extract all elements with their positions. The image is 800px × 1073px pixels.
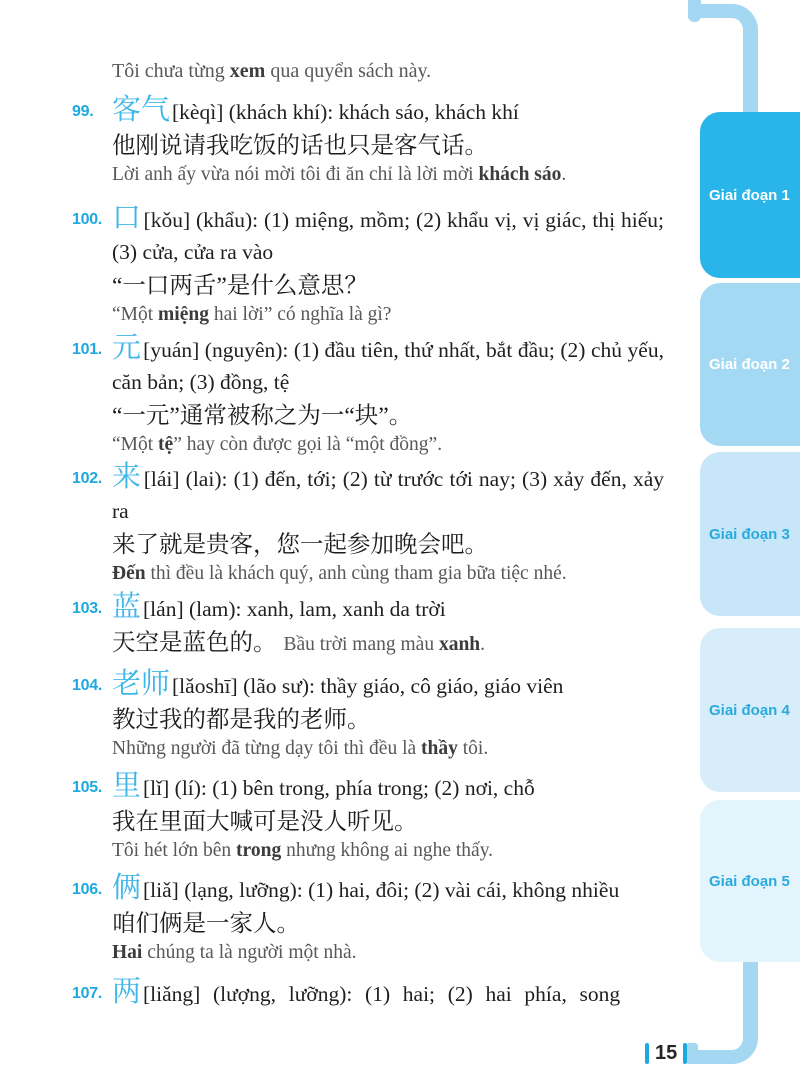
sidebar-tab-label: Giai đoạn 5 [709, 872, 790, 890]
vi-text: . [480, 634, 486, 655]
headword-hanzi: 来 [112, 461, 142, 493]
vocab-entry-102 [72, 461, 664, 587]
vocab-entry-104 [72, 668, 664, 762]
entry-number: 101. [72, 341, 102, 358]
vi-bold: trong [236, 840, 282, 861]
entry-body [112, 770, 664, 864]
entry-number: 99. [72, 103, 94, 120]
headword-gloss: [yuán] (nguyên): (1) đầu tiên, thứ nhất, bắt đầu; (2) chủ yếu, căn bản; (3) đồng, tệ [112, 338, 664, 394]
vocab-entry-106 [72, 872, 664, 966]
headword-gloss: [lǎoshī] (lão sư): thầy giáo, cô giáo, giáo viên [172, 674, 564, 698]
vocab-entry-99 [72, 94, 664, 188]
entry-body [112, 976, 664, 1010]
example-chinese: 来了就是贵客，您一起参加晚会吧。 [112, 532, 488, 558]
vi-text: “Một [112, 434, 159, 455]
sidebar-tab-label: Giai đoạn 2 [709, 356, 790, 373]
entry-body [112, 94, 664, 188]
headword-gloss: [kèqì] (khách khí): khách sáo, khách khí [172, 100, 519, 124]
vi-text: “Một [112, 304, 159, 325]
vocab-entry-107 [72, 976, 664, 1010]
entry-headline [112, 976, 664, 1010]
bracket-line-bottom-end [686, 1043, 698, 1064]
headword-hanzi: 里 [112, 770, 142, 802]
entry-body [112, 591, 664, 659]
headword-gloss: [liǎng] (lượng, lưỡng): (1) hai; (2) hai phía, song [143, 982, 621, 1006]
headword-hanzi: 口 [112, 202, 142, 234]
entry-headline [112, 591, 664, 625]
entry-headline [112, 332, 664, 398]
entry-body [112, 332, 664, 458]
entry-headline [112, 668, 664, 702]
entry-headline [112, 94, 664, 128]
headword-gloss: [kǒu] (khẩu): (1) miệng, mồm; (2) khẩu vị, vị giác, thị hiếu; (3) cửa, cửa ra vào [112, 208, 664, 264]
entry-number: 100. [72, 211, 102, 228]
entry-body [112, 461, 664, 587]
vi-text: nhưng không ai nghe thấy. [281, 840, 494, 861]
vi-text: Lời anh ấy vừa nói mời tôi đi ăn chỉ là lời mời [112, 164, 479, 185]
intro-text: qua quyển sách này. [265, 60, 432, 82]
vocab-entry-103 [72, 591, 664, 659]
entry-body [112, 668, 664, 762]
example-vietnamese [112, 431, 664, 458]
vocab-page-content [72, 58, 664, 1010]
entry-number: 102. [72, 470, 102, 487]
vi-text: ” hay còn được gọi là “một đồng”. [173, 434, 443, 455]
example-chinese: “一元”通常被称之为一“块”。 [112, 403, 413, 429]
example-vietnamese [112, 301, 664, 328]
example-chinese: 教过我的都是我的老师。 [112, 707, 371, 733]
sidebar-tab-giai-doan-2 [700, 283, 800, 446]
vi-bold: thầy [421, 738, 458, 759]
vi-text: Những người đã từng dạy tôi thì đều là [112, 738, 422, 759]
vi-text: thì đều là khách quý, anh cùng tham gia bữa tiệc nhé. [145, 563, 567, 584]
example-chinese: 咱们俩是一家人。 [112, 911, 300, 937]
bracket-line-top-end [688, 0, 701, 22]
headword-hanzi: 蓝 [112, 591, 142, 623]
example-chinese: “一口两舌”是什么意思？ [112, 273, 368, 299]
entry-headline [112, 872, 664, 906]
headword-gloss: [lái] (lai): (1) đến, tới; (2) từ trước tới nay; (3) xảy đến, xảy ra [112, 467, 664, 523]
vi-text: hai lời” có nghĩa là gì? [208, 304, 392, 325]
headword-hanzi: 俩 [112, 872, 142, 904]
example-chinese: 我在里面大喊可是没人听见。 [112, 809, 418, 835]
intro-bold: xem [229, 60, 266, 82]
example-vietnamese [112, 735, 664, 762]
vocab-entry-100 [72, 202, 664, 328]
vocab-entry-101 [72, 332, 664, 458]
headword-gloss: [lán] (lam): xanh, lam, xanh da trời [143, 597, 446, 621]
example-line [112, 629, 664, 659]
vi-text: . [561, 164, 567, 185]
sidebar-tab-giai-doan-1 [700, 112, 800, 278]
headword-gloss: [liǎ] (lạng, lưỡng): (1) hai, đôi; (2) vài cái, không nhiều [143, 878, 620, 902]
vi-bold: khách sáo [478, 164, 562, 185]
vi-text: Bầu trời mang màu [283, 634, 439, 655]
entry-number: 104. [72, 677, 102, 694]
intro-text: Tôi chưa từng [112, 60, 230, 82]
entry-number: 106. [72, 881, 102, 898]
sidebar-tab-giai-doan-4 [700, 628, 800, 792]
sidebar-tab-label: Giai đoạn 1 [709, 186, 790, 204]
example-vietnamese [112, 837, 664, 864]
vi-bold: tệ [158, 434, 174, 455]
sidebar-tab-giai-doan-3 [700, 452, 800, 616]
vi-text: chúng ta là người một nhà. [142, 942, 357, 963]
page-number-bar-left [645, 1043, 649, 1064]
entry-body [112, 202, 664, 328]
vi-bold: xanh [438, 634, 481, 655]
headword-hanzi: 两 [112, 976, 142, 1008]
entry-body [112, 872, 664, 966]
vocab-entry-105 [72, 770, 664, 864]
sidebar-tab-label: Giai đoạn 3 [709, 525, 790, 543]
vi-bold: miệng [158, 304, 209, 325]
headword-hanzi: 客气 [112, 94, 171, 126]
entry-number: 107. [72, 985, 102, 1002]
entry-headline [112, 770, 664, 804]
headword-hanzi: 元 [112, 332, 142, 364]
entry-headline [112, 461, 664, 527]
example-chinese: 天空是蓝色的。 [112, 630, 277, 656]
sidebar-tab-giai-doan-5 [700, 800, 800, 962]
bracket-line-bottom [692, 962, 758, 1064]
page-number: 15 [655, 1041, 678, 1064]
page-number-bar-right [683, 1043, 687, 1064]
entry-number: 103. [72, 600, 102, 617]
entry-number: 105. [72, 779, 102, 796]
example-vietnamese [112, 161, 664, 188]
page-number-block [645, 1042, 687, 1064]
example-vietnamese [112, 939, 664, 966]
headword-gloss: [lǐ] (lí): (1) bên trong, phía trong; (2) nơi, chỗ [143, 776, 535, 800]
vi-text: tôi. [457, 738, 489, 759]
carryover-translation [112, 58, 664, 84]
example-vietnamese [112, 560, 664, 587]
example-chinese: 他刚说请我吃饭的话也只是客气话。 [112, 133, 488, 159]
vi-bold: Đến [112, 563, 146, 584]
vi-bold: Hai [112, 942, 143, 963]
vi-text: Tôi hét lớn bên [112, 840, 237, 861]
headword-hanzi: 老师 [112, 668, 171, 700]
sidebar-tab-label: Giai đoạn 4 [709, 701, 790, 719]
entry-headline [112, 202, 664, 268]
